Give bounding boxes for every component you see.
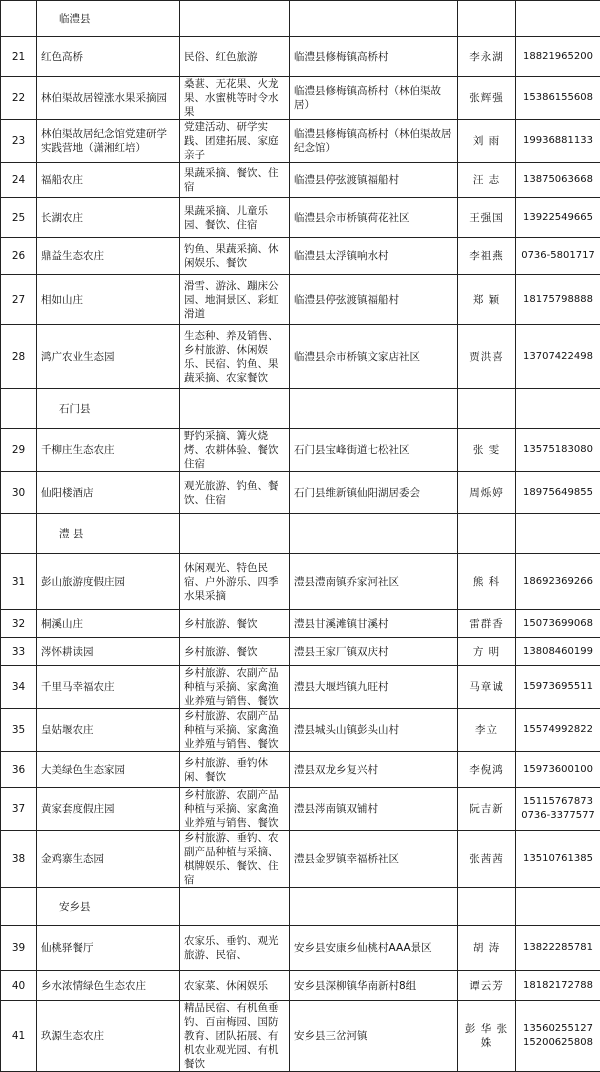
- venue-name: 林伯渠故居纪念馆党建研学实践营地（潇湘红培）: [37, 120, 180, 163]
- empty-cell: [180, 888, 290, 926]
- contact-person: 张茜茜: [458, 831, 516, 888]
- services: 乡村旅游、垂钓、农副产品种植与采摘、棋牌娱乐、餐饮、住宿: [180, 831, 290, 888]
- address: 澧县涔南镇双铺村: [290, 788, 458, 831]
- contact-person: 阮吉新: [458, 788, 516, 831]
- contact-person: 马章诚: [458, 666, 516, 709]
- services: 乡村旅游、农副产品种植与采摘、家禽渔业养殖与销售、餐饮: [180, 666, 290, 709]
- contact-person: 李倪鸿: [458, 752, 516, 788]
- services: 乡村旅游、餐饮: [180, 610, 290, 638]
- phone-number: 15115767873 0736-3377577: [516, 788, 600, 831]
- empty-cell: [1, 888, 37, 926]
- phone-number: 13575183080: [516, 429, 600, 472]
- row-number: 38: [1, 831, 37, 888]
- services: 生态种、养及销售、乡村旅游、休闲娱乐、民宿、钓鱼、果蔬采摘、农家餐饮: [180, 325, 290, 389]
- services: 农家乐、垂钓、观光旅游、民宿、: [180, 926, 290, 971]
- row-number: 24: [1, 163, 37, 198]
- contact-person: 贾洪喜: [458, 325, 516, 389]
- contact-person: 雷群香: [458, 610, 516, 638]
- table-row: [1, 926, 600, 971]
- empty-cell: [458, 389, 516, 429]
- contact-person: 张 雯: [458, 429, 516, 472]
- contact-person: 王强国: [458, 198, 516, 238]
- phone-number: 13922549665: [516, 198, 600, 238]
- table-row: [1, 120, 600, 163]
- contact-person: 汪 志: [458, 163, 516, 198]
- services: 野钓采摘、篝火烧烤、农耕体验、餐饮住宿: [180, 429, 290, 472]
- address: 临澧县佘市桥镇文家店社区: [290, 325, 458, 389]
- table-row: [1, 1001, 600, 1072]
- venue-name: 玖源生态农庄: [37, 1001, 180, 1072]
- services: 滑雪、游泳、蹦床公园、地洞景区、彩虹滑道: [180, 275, 290, 325]
- address: 澧县金罗镇幸福桥社区: [290, 831, 458, 888]
- venue-name: 福船农庄: [37, 163, 180, 198]
- empty-cell: [1, 1, 37, 37]
- address: 澧县大堰垱镇九旺村: [290, 666, 458, 709]
- row-number: 22: [1, 77, 37, 120]
- row-number: 31: [1, 554, 37, 610]
- table-row: [1, 610, 600, 638]
- row-number: 27: [1, 275, 37, 325]
- contact-person: 彭 华 张 姝: [458, 1001, 516, 1072]
- empty-cell: [516, 514, 600, 554]
- row-number: 30: [1, 472, 37, 514]
- row-number: 39: [1, 926, 37, 971]
- phone-number: 18175798888: [516, 275, 600, 325]
- venue-name: 仙阳楼酒店: [37, 472, 180, 514]
- services: 乡村旅游、垂钓休闲、餐饮: [180, 752, 290, 788]
- address: 澧县双龙乡复兴村: [290, 752, 458, 788]
- address: 澧县甘溪滩镇甘溪村: [290, 610, 458, 638]
- venue-name: 红色高桥: [37, 37, 180, 77]
- venue-name: 黄家套度假庄园: [37, 788, 180, 831]
- phone-number: 13808460199: [516, 638, 600, 666]
- address: 澧县澧南镇乔家河社区: [290, 554, 458, 610]
- services: 钓鱼、果蔬采摘、休闲娱乐、餐饮: [180, 238, 290, 275]
- table-row: [1, 831, 600, 888]
- phone-number: 0736-5801717: [516, 238, 600, 275]
- services: 乡村旅游、餐饮: [180, 638, 290, 666]
- table-row: [1, 788, 600, 831]
- venue-name: 鼎益生态农庄: [37, 238, 180, 275]
- empty-cell: [516, 1, 600, 37]
- venue-name: 仙桃驿餐厅: [37, 926, 180, 971]
- address: 临澧县修梅镇高桥村: [290, 37, 458, 77]
- address: 临澧县佘市桥镇荷花社区: [290, 198, 458, 238]
- row-number: 40: [1, 971, 37, 1001]
- empty-cell: [458, 1, 516, 37]
- county-name: 澧 县: [37, 514, 180, 554]
- address: 临澧县修梅镇高桥村（林伯渠故居）: [290, 77, 458, 120]
- venue-name: 金鸡寨生态园: [37, 831, 180, 888]
- empty-cell: [180, 1, 290, 37]
- row-number: 28: [1, 325, 37, 389]
- venue-name: 林伯渠故居镗涨水果采摘园: [37, 77, 180, 120]
- table-body: [1, 1, 600, 1072]
- contact-person: 李永湖: [458, 37, 516, 77]
- row-number: 41: [1, 1001, 37, 1072]
- empty-cell: [290, 389, 458, 429]
- address: 安乡县深柳镇华南新村8组: [290, 971, 458, 1001]
- phone-number: 15386155608: [516, 77, 600, 120]
- address: 临澧县太浮镇响水村: [290, 238, 458, 275]
- venue-name: 涔怀耕读园: [37, 638, 180, 666]
- table-row: [1, 709, 600, 752]
- contact-person: 胡 涛: [458, 926, 516, 971]
- contact-person: 谭云芳: [458, 971, 516, 1001]
- phone-number: 15073699068: [516, 610, 600, 638]
- empty-cell: [458, 514, 516, 554]
- phone-number: 13510761385: [516, 831, 600, 888]
- empty-cell: [458, 888, 516, 926]
- venue-name: 彭山旅游度假庄园: [37, 554, 180, 610]
- address: 石门县宝峰街道七松社区: [290, 429, 458, 472]
- venue-name: 长湖农庄: [37, 198, 180, 238]
- table-row: [1, 666, 600, 709]
- phone-number: 19936881133: [516, 120, 600, 163]
- county-name: 临澧县: [37, 1, 180, 37]
- phone-number: 13875063668: [516, 163, 600, 198]
- county-header-row: [1, 1, 600, 37]
- services: 精品民宿、有机鱼垂钓、百亩梅园、国防教育、团队拓展、有机农业观光园、有机餐饮: [180, 1001, 290, 1072]
- services: 农家菜、休闲娱乐: [180, 971, 290, 1001]
- empty-cell: [516, 389, 600, 429]
- address: 临澧县停弦渡镇福船村: [290, 275, 458, 325]
- contact-person: 方 明: [458, 638, 516, 666]
- services: 民俗、红色旅游: [180, 37, 290, 77]
- row-number: 34: [1, 666, 37, 709]
- services: 观光旅游、钓鱼、餐饮、住宿: [180, 472, 290, 514]
- table-row: [1, 752, 600, 788]
- county-header-row: [1, 389, 600, 429]
- table-row: [1, 472, 600, 514]
- services: 果蔬采摘、儿童乐园、餐饮、住宿: [180, 198, 290, 238]
- empty-cell: [290, 514, 458, 554]
- county-header-row: [1, 888, 600, 926]
- address: 安乡县安康乡仙桃村AAA景区: [290, 926, 458, 971]
- empty-cell: [180, 514, 290, 554]
- empty-cell: [1, 514, 37, 554]
- services: 乡村旅游、农副产品种植与采摘、家禽渔业养殖与销售、餐饮: [180, 788, 290, 831]
- venue-name: 皇姑堰农庄: [37, 709, 180, 752]
- phone-number: 13560255127 15200625808: [516, 1001, 600, 1072]
- county-header-row: [1, 514, 600, 554]
- table-row: [1, 238, 600, 275]
- table-row: [1, 554, 600, 610]
- services: 休闲观光、特色民宿、户外游乐、四季水果采摘: [180, 554, 290, 610]
- phone-number: 18975649855: [516, 472, 600, 514]
- phone-number: 15574992822: [516, 709, 600, 752]
- row-number: 36: [1, 752, 37, 788]
- services: 党建活动、研学实践、团建拓展、家庭亲子: [180, 120, 290, 163]
- contact-person: 刘 雨: [458, 120, 516, 163]
- venue-name: 千柳庄生态农庄: [37, 429, 180, 472]
- phone-number: 15973600100: [516, 752, 600, 788]
- table-row: [1, 971, 600, 1001]
- venue-name: 桐溪山庄: [37, 610, 180, 638]
- table-row: [1, 638, 600, 666]
- address: 石门县维新镇仙阳湖居委会: [290, 472, 458, 514]
- table-row: [1, 275, 600, 325]
- phone-number: 15973695511: [516, 666, 600, 709]
- empty-cell: [1, 389, 37, 429]
- empty-cell: [290, 1, 458, 37]
- row-number: 35: [1, 709, 37, 752]
- row-number: 26: [1, 238, 37, 275]
- table-row: [1, 77, 600, 120]
- contact-person: 周烁婷: [458, 472, 516, 514]
- phone-number: 18692369266: [516, 554, 600, 610]
- row-number: 33: [1, 638, 37, 666]
- services: 桑葚、无花果、火龙果、水蜜桃等时令水果: [180, 77, 290, 120]
- table-row: [1, 37, 600, 77]
- table-row: [1, 163, 600, 198]
- contact-person: 李祖燕: [458, 238, 516, 275]
- contact-person: 李立: [458, 709, 516, 752]
- address: 临澧县停弦渡镇福船村: [290, 163, 458, 198]
- county-name: 石门县: [37, 389, 180, 429]
- venue-name: 鸿广农业生态园: [37, 325, 180, 389]
- empty-cell: [290, 888, 458, 926]
- row-number: 29: [1, 429, 37, 472]
- empty-cell: [180, 389, 290, 429]
- row-number: 37: [1, 788, 37, 831]
- contact-person: 张辉强: [458, 77, 516, 120]
- phone-number: 18821965200: [516, 37, 600, 77]
- services: 果蔬采摘、餐饮、住宿: [180, 163, 290, 198]
- address: 安乡县三岔河镇: [290, 1001, 458, 1072]
- table-row: [1, 198, 600, 238]
- phone-number: 13707422498: [516, 325, 600, 389]
- county-name: 安乡县: [37, 888, 180, 926]
- venue-name: 大美绿色生态家园: [37, 752, 180, 788]
- table-row: [1, 429, 600, 472]
- row-number: 32: [1, 610, 37, 638]
- row-number: 23: [1, 120, 37, 163]
- row-number: 21: [1, 37, 37, 77]
- contact-person: 熊 科: [458, 554, 516, 610]
- venue-name: 相如山庄: [37, 275, 180, 325]
- contact-person: 郑 颖: [458, 275, 516, 325]
- address: 临澧县修梅镇高桥村（林伯渠故居纪念馆）: [290, 120, 458, 163]
- phone-number: 18182172788: [516, 971, 600, 1001]
- venue-name: 乡水浓情绿色生态农庄: [37, 971, 180, 1001]
- phone-number: 13822285781: [516, 926, 600, 971]
- address: 澧县城头山镇彭头山村: [290, 709, 458, 752]
- table-row: [1, 325, 600, 389]
- empty-cell: [516, 888, 600, 926]
- services: 乡村旅游、农副产品种植与采摘、家禽渔业养殖与销售、餐饮: [180, 709, 290, 752]
- row-number: 25: [1, 198, 37, 238]
- venue-name: 千里马幸福农庄: [37, 666, 180, 709]
- address: 澧县王家厂镇双庆村: [290, 638, 458, 666]
